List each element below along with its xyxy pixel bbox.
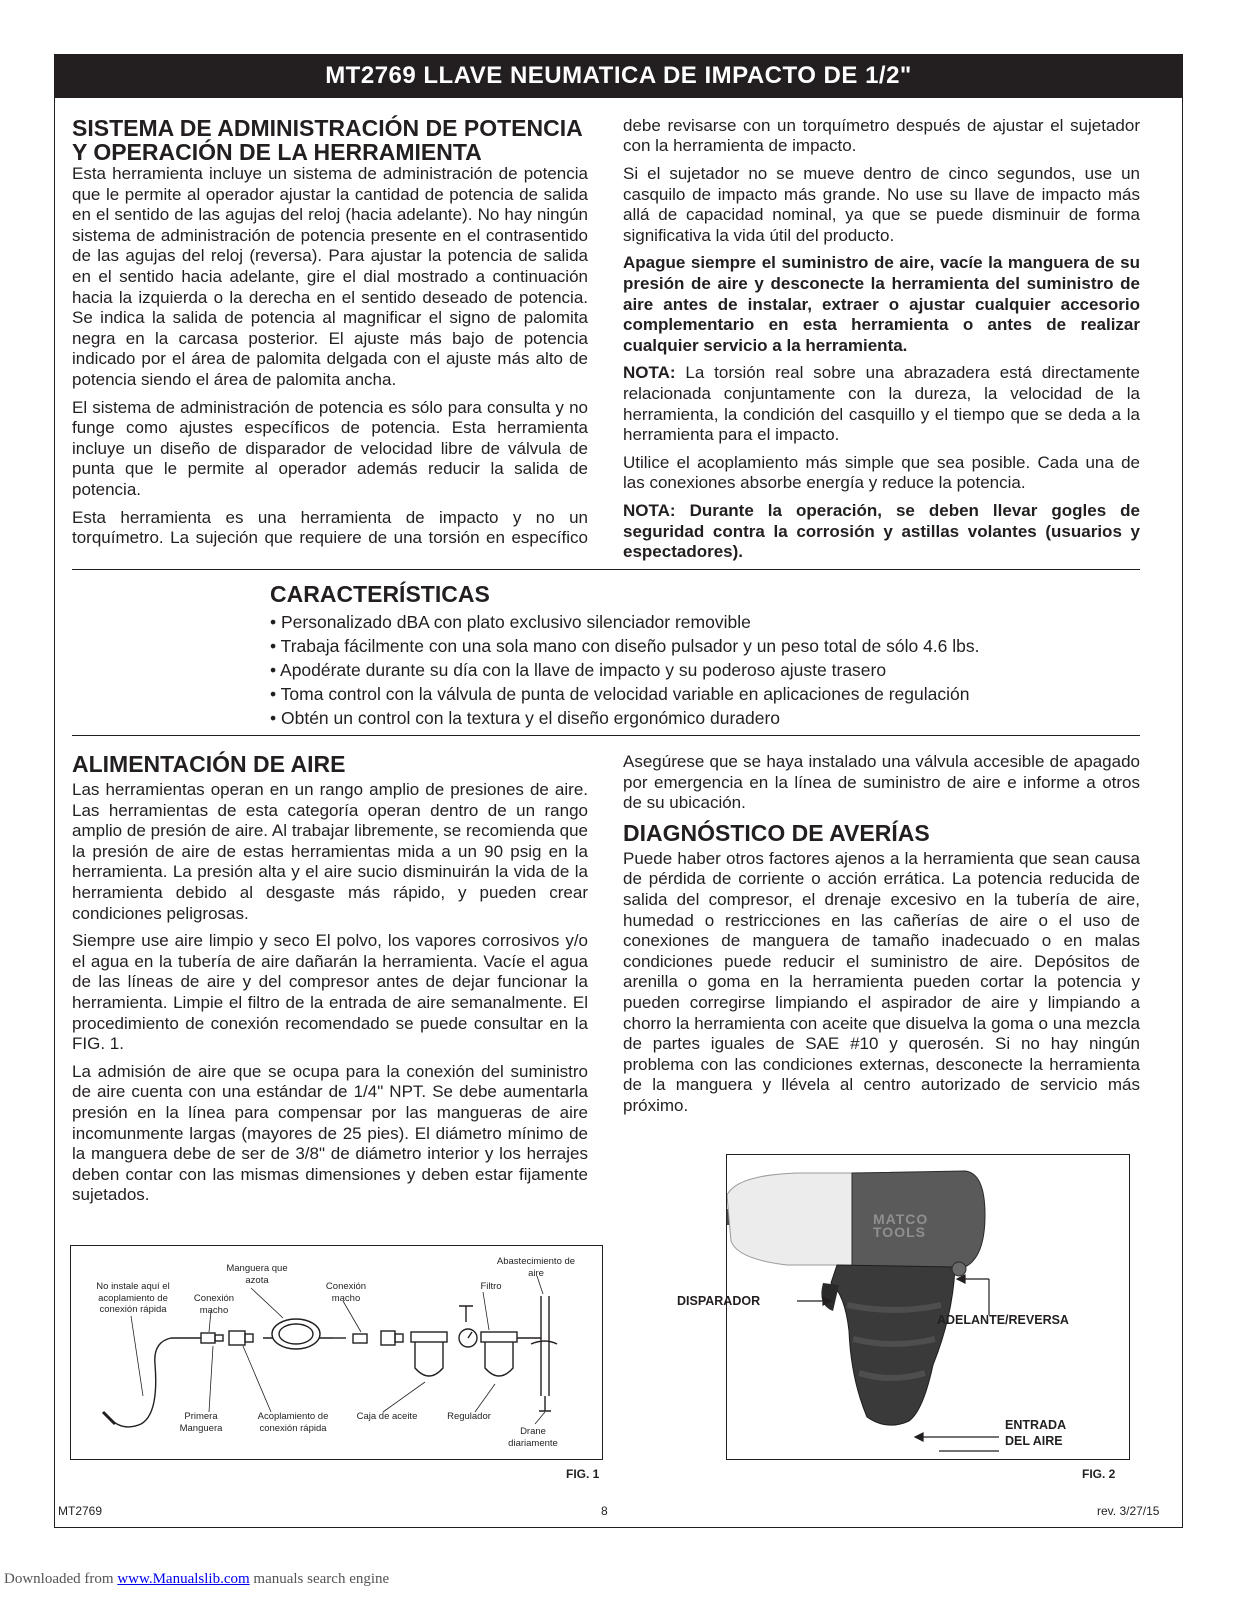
paragraph-continued-text: debe revisarse con un torquímetro después de ajustar el sujetador con la herramienta de impacto.: [623, 116, 1140, 156]
feature-list: [270, 610, 1130, 730]
note-text: La torsión real sobre una abrazadera está directamente relacionada conjuntamente con la dureza, la velocidad de la herramienta, la condición del casquillo y el tiempo que se deda a la herramienta para el impacto.: [623, 363, 1140, 445]
label-caja-aceite: Caja de aceite: [356, 1411, 418, 1422]
impact-wrench-illustration: [727, 1155, 1129, 1459]
fig2-diagram: [677, 1154, 1130, 1460]
label-regulador: Regulador: [447, 1411, 491, 1422]
download-suffix: manuals search engine: [249, 1571, 390, 1587]
list-item: • Trabaja fácilmente con una sola mano con diseño pulsador y un peso total de sólo 4.6 lbs.: [270, 636, 980, 656]
section-heading: ALIMENTACIÓN DE AIRE: [72, 751, 346, 777]
label-conexion-macho-2: Conexión macho: [325, 1281, 367, 1304]
list-item: • Personalizado dBA con plato exclusivo silenciador removible: [270, 612, 751, 632]
footer-page-number: 8: [601, 1504, 608, 1518]
section-heading: CARACTERÍSTICAS: [270, 581, 490, 607]
paragraph: Utilice el acoplamiento más simple que sea posible. Cada una de las conexiones absorbe energía y reduce la potencia.: [623, 452, 1140, 493]
logo-line: MATCO: [873, 1211, 929, 1227]
label-filtro: Filtro: [480, 1281, 502, 1292]
safety-note: NOTA: Durante la operación, se deben llevar gogles de seguridad contra la corrosión y astillas volantes (usuarios y espectadores).: [623, 500, 1140, 562]
note-label: NOTA:: [623, 363, 676, 383]
air-supply-and-troubleshooting: [623, 752, 1140, 1124]
paragraph: Las herramientas operan en un rango amplio de presiones de aire. Las herramientas de esta categoría operan dentro de un rango amplio de presión de aire. Al trabajar libremente, se recomienda que la presión de aire de estas herramientas mida a un 90 psig en la herramienta. La presión alta y el aire sucio disminuirán la vida de la herramienta debido al desgaste más rápido, y pueden crear condiciones peligrosas.: [72, 780, 588, 923]
paragraph: Esta herramienta es una herramienta de impacto y no un torquímetro. La sujeción que requiere de una torsión en específico: [72, 507, 588, 548]
label-primera-manguera: Primera Manguera: [179, 1411, 223, 1434]
paragraph: Siempre use aire limpio y seco El polvo, los vapores corrosivos y/o el agua en la tubería de aire dañarán la herramienta. Vacíe el agua de las líneas de aire y del compresor antes de dejar funcionar la herramienta. Limpie el filtro de la entrada de aire semanalmente. El procedimiento de conexión recomendado se puede consultar en la FIG. 1.: [72, 931, 588, 1054]
fig2-label: FIG. 2: [1082, 1467, 1116, 1481]
callout-disparador: DISPARADOR: [677, 1294, 761, 1308]
label-drene: Drane diariamente: [508, 1426, 558, 1449]
callout-entrada-aire: [1005, 1417, 1066, 1449]
paragraph: La admisión de aire que se ocupa para la conexión del suministro de aire cuenta con una estándar de 1/4" NPT. Se debe aumentarla presión en la línea para compensar por las mangueras de aire incomunmente largas (mayores de 25 pies). El diámetro mínimo de la manguera debe de ser de 3/8" de diámetro interior y los herrajes deben contar con las mismas dimensiones y deben estar fijamente sujetados.: [72, 1061, 588, 1205]
fig1-diagram: [70, 1245, 603, 1460]
warning-text: Apague siempre el suministro de aire, vacíe la manguera de su presión de aire y desconecte la herramienta del suministro de aire antes de instalar, extraer o ajustar cualquier accesorio complementario en esta herramienta o antes de realizar cualquier servicio a la herramienta.: [623, 253, 1140, 355]
callout-adelante-reversa: ADELANTE/REVERSA: [937, 1313, 1069, 1327]
label-conexion-macho-1: Conexión macho: [193, 1293, 235, 1316]
section-heading: DIAGNÓSTICO DE AVERÍAS: [623, 819, 930, 846]
page-title: MT2769 LLAVE NEUMATICA DE IMPACTO DE 1/2": [54, 54, 1183, 98]
paragraph-continued: [623, 116, 1140, 157]
label-no-instale: No instale aquí el acoplamiento de conexión rápida: [96, 1281, 170, 1315]
fig1-label: FIG. 1: [566, 1467, 600, 1481]
manualslib-link[interactable]: www.Manualslib.com: [117, 1571, 250, 1587]
note-paragraph: [623, 363, 1140, 445]
section-heading: SISTEMA DE ADMINISTRACIÓN DE POTENCIA: [72, 115, 583, 141]
list-item: • Apodérate durante su día con la llave de impacto y su poderoso ajuste trasero: [270, 660, 887, 680]
front-housing-shape: [727, 1173, 857, 1265]
features-section: [270, 582, 1130, 730]
download-bar: [4, 1571, 389, 1588]
matco-logo: [873, 1213, 928, 1239]
list-item: • Toma control con la válvula de punta de velocidad variable en aplicaciones de regulación: [270, 684, 970, 704]
logo-line: TOOLS: [873, 1224, 926, 1240]
list-item: • Obtén un control con la textura y el diseño ergonómico duradero: [270, 708, 781, 728]
power-management-section: [72, 116, 588, 555]
paragraph: Asegúrese que se haya instalado una válvula accesible de apagado por emergencia en la línea de suministro de aire e informe a otros de su ubicación.: [623, 752, 1140, 813]
label-abastecimiento: Abastecimiento de aire: [496, 1256, 576, 1279]
section-heading: Y OPERACIÓN DE LA HERRAMIENTA: [72, 139, 482, 165]
callout-line: DEL AIRE: [1005, 1434, 1063, 1448]
divider: [72, 735, 1140, 736]
callout-line: ENTRADA: [1005, 1418, 1067, 1432]
label-manguera-azota: Manguera que azota: [226, 1263, 288, 1286]
label-acoplamiento: Acoplamiento de conexión rápida: [257, 1411, 329, 1434]
download-prefix: Downloaded from: [4, 1571, 118, 1587]
footer-revision: rev. 3/27/15: [1097, 1504, 1160, 1518]
air-supply-section: [72, 752, 588, 1213]
paragraph: Puede haber otros factores ajenos a la herramienta que sean causa de pérdida de corriente o acción errática. La potencia reducida de salida del compresor, el drenaje excesivo en la tubería de aire, humedad o restricciones en las cañerías de aire o el uso de conexiones de manguera de tamaño inadecuado o en malas condiciones puede reducir el suministro de aire. Depósitos de arenilla o goma en la herramienta pueden cortar la potencia y pueden corregirse limpiando el aspirador de aire y limpiando a chorro la herramienta con aceite que disuelva la goma o una mezcla de partes iguales de SAE #10 y querosén. Si no hay ningún problema con las condiciones externas, desconecte la herramienta de la manguera y llévela al centro autorizado de servicio más próximo.: [623, 848, 1140, 1115]
divider: [72, 569, 1140, 570]
paragraph: Esta herramienta incluye un sistema de administración de potencia que le permite al operador ajustar la cantidad de potencia de salida en el sentido de las agujas del reloj (hacia adelante). No hay ningún sistema de administración de potencia presente en el contrasentido de las agujas del reloj (reversa). Para ajustar la potencia de salida en el sentido hacia adelante, gire el dial mostrado a continuación hacia la izquierda o la derecha en el sentido deseado de potencia. Se indica la salida de potencia al magnificar el signo de palomita negra en la carcasa posterior. El ajuste más bajo de potencia indicado por el área de palomita delgada con el ajuste más alto de potencia siendo el área de palomita ancha.: [72, 164, 588, 389]
footer-model: MT2769: [58, 1504, 103, 1518]
paragraph: Si el sujetador no se mueve dentro de cinco segundos, use un casquilo de impacto más grande. No use su llave de impacto más allá de capacidad nominal, ya que se puede disminuir de forma significativa la vida útil del producto.: [623, 164, 1140, 245]
power-management-section-continued: [623, 116, 1140, 570]
paragraph: El sistema de administración de potencia es sólo para consulta y no funge como ajustes específicos de potencia. Esta herramienta incluye un diseño de disparador de velocidad libre de válvula de punta que le permite al operador además reducir la salida de potencia.: [72, 397, 588, 499]
